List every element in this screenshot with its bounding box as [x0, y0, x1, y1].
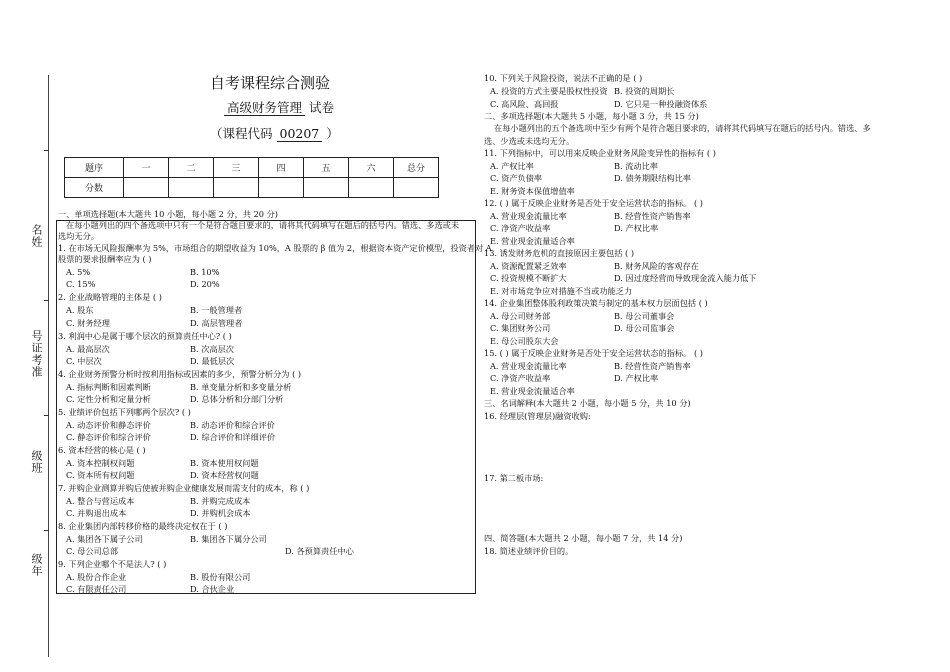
right-question-line: 三、名词解释(本大题共 2 小题，每小题 5 分，共 10 分) — [484, 398, 691, 408]
left-question-line: B. 一般管理者 — [190, 305, 243, 315]
left-question-line: B. 动态评价和综合评价 — [190, 420, 275, 430]
right-question-line: C. 高风险、高回报 — [490, 99, 559, 109]
left-question-line: A. 股东 — [66, 305, 94, 315]
binding-line — [48, 75, 49, 657]
right-question-line: D. 它只是一种投融资体系 — [614, 99, 708, 109]
right-question-line: E. 对市场竞争应对措施不当或功能乏力 — [490, 286, 633, 296]
right-question-line: B. 经营性资产销售率 — [614, 361, 691, 371]
right-question-line: 10. 下列关于风险投资，说法不正确的是 ( ) — [484, 73, 643, 83]
right-question-line: 15. ( ) 属于反映企业财务是否处于安全运营状态的指标。 ( ) — [484, 348, 703, 358]
left-question-line: 在每小题列出的四个备选项中只有一个是符合题目要求的，请将其代码填写在题后的括号内。错选、多选或未 — [66, 220, 460, 230]
left-question-line: 股票的要求报酬率应为 ( ) — [58, 254, 152, 264]
right-question-line: A. 产权比率 — [490, 161, 534, 171]
left-question-line: 9. 下列企业哪个不是法人? ( ) — [58, 559, 167, 569]
left-question-line: B. 集团各下属分公司 — [190, 534, 267, 544]
right-question-line: 在每小题列出的五个备选项中至少有两个是符合题目要求的，请将其代码填写在题后的括号内。错选、多 — [494, 123, 871, 133]
right-question-frame — [479, 69, 480, 72]
right-question-line: A. 营业现金流量比率 — [490, 361, 567, 371]
right-question-line: E. 财务资本保值增值率 — [490, 186, 575, 196]
right-question-line: C. 投资规模不断扩大 — [490, 273, 567, 283]
left-question-line: D. 各预算责任中心 — [285, 546, 354, 556]
left-question-line: 6. 资本经营的核心是 ( ) — [58, 445, 146, 455]
right-question-line: 二、多项选择题(本大题共 5 小题，每小题 3 分，共 15 分) — [484, 111, 699, 121]
left-question-line: A. 集团各下属子公司 — [66, 534, 143, 544]
right-question-line: B. 经营性资产销售率 — [614, 211, 691, 221]
right-question-line: C. 净资产收益率 — [490, 373, 551, 383]
right-question-line: 14. 企业集团整体股利政策决策与制定的基本权力层面包括 ( ) — [484, 298, 708, 308]
right-question-line: D. 母公司监事会 — [614, 323, 675, 333]
left-question-line: D. 最低层次 — [190, 356, 235, 366]
left-question-line: D. 合伙企业 — [190, 584, 235, 594]
left-question-line: A. 动态评价和静态评价 — [66, 420, 151, 430]
left-question-line: B. 并购完成成本 — [190, 496, 251, 506]
left-question-line: C. 母公司总部 — [66, 546, 119, 556]
left-question-line: A. 5% — [66, 267, 91, 277]
right-question-line: C. 资产负债率 — [490, 173, 543, 183]
left-question-line: B. 次高层次 — [190, 344, 234, 354]
left-question-line: 选均无分。 — [58, 231, 99, 241]
left-question-line: A. 整合与营运成本 — [66, 496, 135, 506]
binding-class-label: 级班 — [30, 450, 43, 474]
subject-name: 高级财务管理 — [224, 100, 305, 116]
right-question-line: B. 投资的周期长 — [614, 86, 675, 96]
left-question-line: C. 并购退出成本 — [66, 508, 127, 518]
left-question-line: A. 资本控制权问题 — [66, 458, 135, 468]
left-question-line: 7. 并购企业测算并购后使被并购企业健康发展而需支付的成本，称 ( ) — [58, 483, 310, 493]
left-question-line: C. 中层次 — [66, 356, 102, 366]
binding-grade-label: 级年 — [30, 553, 43, 577]
left-question-line: 3. 利润中心是属于哪个层次的预算责任中心? ( ) — [58, 331, 232, 341]
paper-label: 试卷 — [309, 100, 335, 115]
right-question-line: A. 营业现金流量比率 — [490, 211, 567, 221]
right-question-line: B. 母公司董事会 — [614, 311, 675, 321]
left-question-line: C. 财务经理 — [66, 318, 110, 328]
left-question-line: C. 资本所有权问题 — [66, 470, 135, 480]
left-question-line: B. 股份有限公司 — [190, 572, 251, 582]
left-question-line: 1. 在市场无风险报酬率为 5%，市场组合的期望收益为 10%，A 股票的 β 值为 2，根据资本资产定价模型，投资者对 A — [58, 243, 492, 253]
left-question-line: D. 综合评价和详细评价 — [190, 432, 276, 442]
left-question-line: 4. 企业财务预警分析时按利用指标或因素的多少，预警分析分为 ( ) — [58, 369, 302, 379]
left-question-line: C. 定性分析和定量分析 — [66, 394, 151, 404]
right-question-line: E. 营业现金流量适合率 — [490, 386, 575, 396]
right-question-line: A. 母公司财务部 — [490, 311, 551, 321]
left-question-line: D. 并购机会成本 — [190, 508, 251, 518]
left-question-line: 一、单项选择题(本大题共 10 小题，每小题 2 分，共 20 分) — [58, 209, 278, 219]
binding-exam-no-label: 号证考准 — [30, 330, 43, 378]
right-question-line: B. 财务风险的客观存在 — [614, 261, 699, 271]
left-question-line: D. 总体分析和分部门分析 — [190, 394, 284, 404]
right-question-line: D. 产权比率 — [614, 223, 659, 233]
right-question-line: A. 资源配置紧乏效率 — [490, 261, 567, 271]
right-question-line: E. 母公司股东大会 — [490, 336, 559, 346]
left-question-line: D. 资本经营权问题 — [190, 470, 259, 480]
right-question-line: 12. ( ) 属于反映企业财务是否处于安全运营状态的指标。 ( ) — [484, 198, 703, 208]
right-question-line: 13. 诱发财务危机的直接原因主要包括 ( ) — [484, 248, 635, 258]
course-code: （课程代码 00207 ） — [210, 126, 339, 141]
left-question-line: A. 股份合作企业 — [66, 572, 127, 582]
right-question-line: 16. 经理层(管理层)融资收购: — [484, 411, 591, 421]
left-question-line: A. 最高层次 — [66, 344, 110, 354]
left-question-line: 5. 业绩评价包括下列哪两个层次? ( ) — [58, 407, 191, 417]
right-question-line: D. 因过度经营而导致现金流入能力低下 — [614, 273, 757, 283]
left-question-line: C. 有限责任公司 — [66, 584, 127, 594]
right-question-line: 11. 下列指标中，可以用来反映企业财务风险变异性的指标有 ( ) — [484, 148, 716, 158]
exam-subtitle — [224, 98, 334, 116]
course-code-value: 00207 — [277, 126, 323, 142]
left-question-line: D. 20% — [190, 279, 220, 289]
binding-name-label: 名姓 — [30, 224, 43, 248]
score-table — [64, 157, 439, 198]
right-question-line: 18. 简述业绩评价目的。 — [484, 546, 574, 556]
exam-title: 自考课程综合测验 — [210, 74, 331, 92]
score-table-header-row: 题序 一 二 三 四 五 六 总分 — [65, 158, 439, 178]
left-question-line: B. 资本使用权问题 — [190, 458, 259, 468]
right-question-line: A. 投资的方式主要是股权性投资 — [490, 86, 608, 96]
right-question-line: C. 集团财务公司 — [490, 323, 551, 333]
right-question-line: B. 流动比率 — [614, 161, 658, 171]
right-question-line: D. 债务期限结构比率 — [614, 173, 691, 183]
right-question-line: E. 营业现金流量适合率 — [490, 236, 575, 246]
right-question-line: 17. 第二板市场: — [484, 473, 544, 483]
left-question-line: 2. 企业战略管理的主体是 ( ) — [58, 292, 162, 302]
left-question-line: 8. 企业集团内部转移价格的最终决定权在于 ( ) — [58, 521, 228, 531]
left-question-line: A. 指标判断和因素判断 — [66, 382, 151, 392]
left-question-line: C. 15% — [66, 279, 96, 289]
left-question-line: B. 10% — [190, 267, 220, 277]
right-question-line: 选、少选或未选均无分。 — [484, 136, 575, 146]
left-question-line: D. 高层管理者 — [190, 318, 243, 328]
right-question-line: 四、简答题(本大题共 2 小题，每小题 7 分，共 14 分) — [484, 533, 683, 543]
right-question-line: D. 产权比率 — [614, 373, 659, 383]
left-question-line: C. 静态评价和综合评价 — [66, 432, 151, 442]
left-question-line: B. 单变量分析和多变量分析 — [190, 382, 292, 392]
right-question-line: C. 净资产收益率 — [490, 223, 551, 233]
score-table-score-row: 分数 — [65, 178, 439, 198]
